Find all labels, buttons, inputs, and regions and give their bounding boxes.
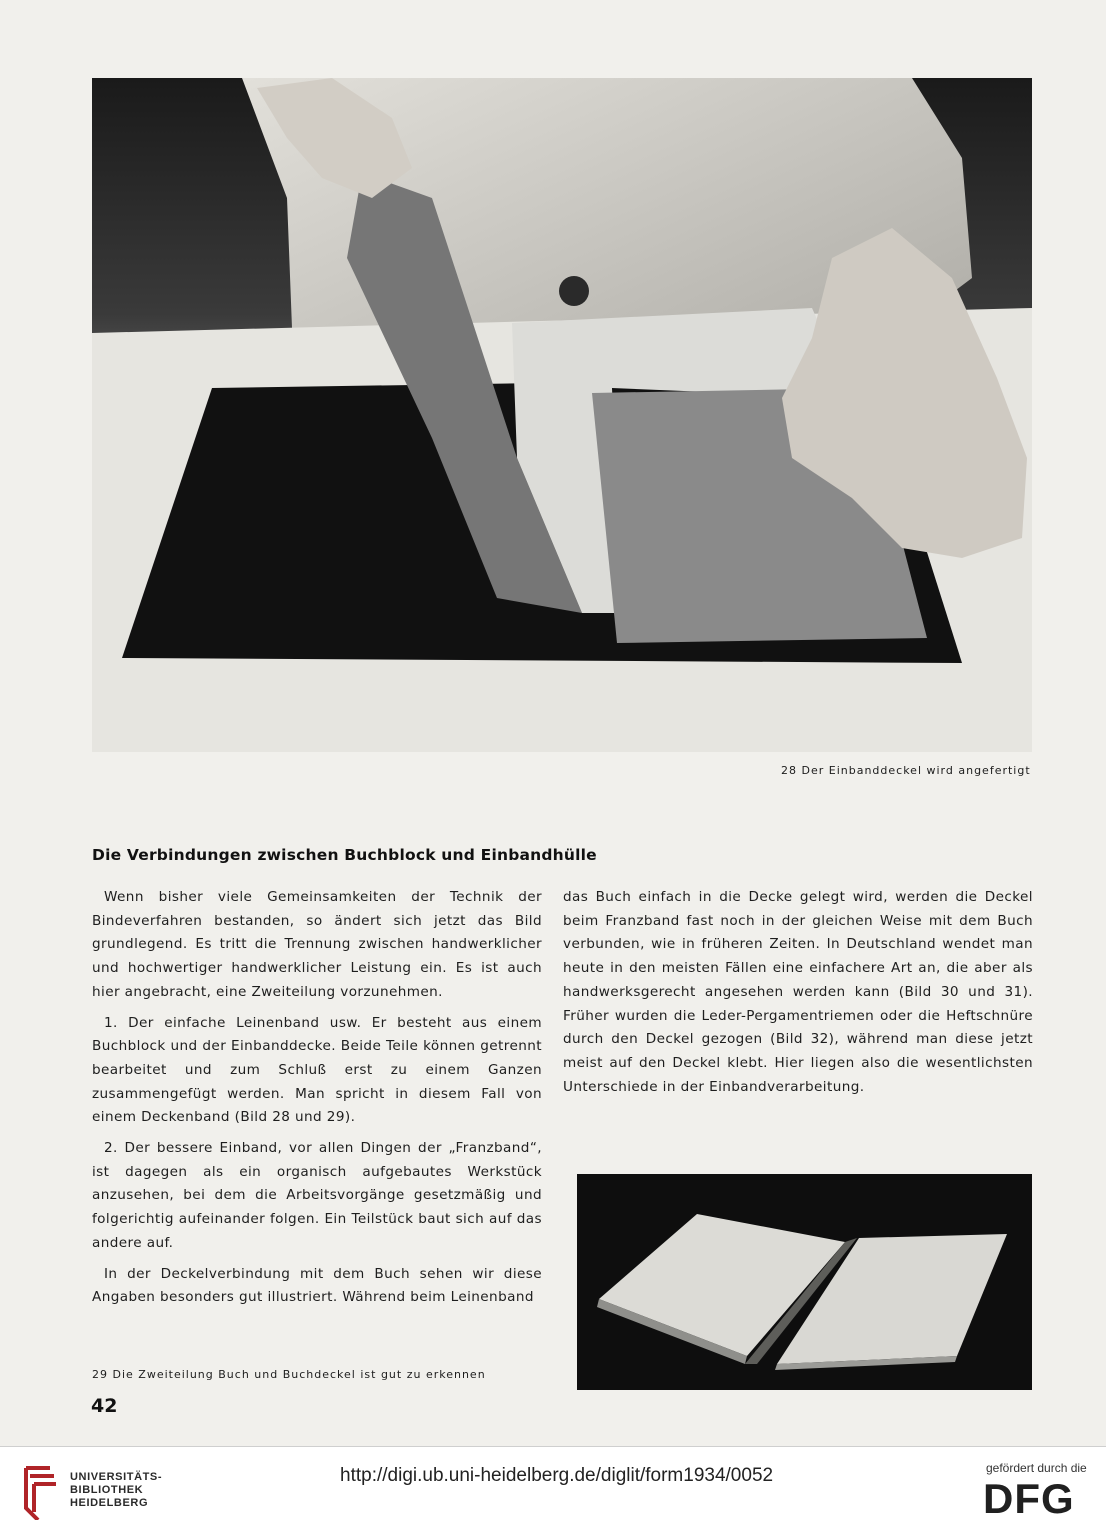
photo-buch-und-buchdeckel [577, 1174, 1032, 1390]
photo-buch-und-buchdeckel-drawing [577, 1174, 1032, 1390]
dfg-logo: DFG [983, 1475, 1075, 1522]
library-logo-icon [20, 1464, 60, 1520]
paragraph: 1. Der einfache Leinenband usw. Er besteht aus einem Buchblock und der Einbanddecke. Beide Teile können getrennt bearbeitet und zum Schluß erst zu einem Ganzen zusammengefügt werden. Man spricht in diesem Fall von einem Deckenband (Bild 28 und 29). [92, 1014, 542, 1126]
permalink-url[interactable]: http://digi.ub.uni-heidelberg.de/diglit/form1934/0052 [340, 1465, 774, 1486]
section-heading: Die Verbindungen zwischen Buchblock und Einbandhülle [92, 846, 597, 864]
funded-by-label: gefördert durch die [986, 1461, 1087, 1475]
paragraph: 2. Der bessere Einband, vor allen Dingen der „Franzband“, ist dagegen als ein organisch aufgebautes Werkstück anzusehen, bei dem die Arbeitsvorgänge gesetzmäßig und folgerichtig aufeinander folgen. Ein Teilstück baut sich auf das andere auf. [92, 1140, 542, 1251]
library-name [70, 1471, 162, 1510]
photo-einbanddeckel-drawing [92, 78, 1032, 752]
paragraph: Wenn bisher viele Gemeinsamkeiten der Technik der Bindeverfahren bestanden, so ändert sich jetzt das Bild grundlegend. Es tritt die Trennung zwischen handwerklicher und hochwertiger handwerklicher Leistung ein. Es ist auch hier angebracht, eine Zweiteilung vorzunehmen. [92, 889, 542, 1000]
paragraph: In der Deckelverbindung mit dem Buch sehen wir diese Angaben besonders gut illustriert. Während beim Leinenband [92, 1265, 542, 1306]
figure-29-caption: 29 Die Zweiteilung Buch und Buchdeckel ist gut zu erkennen [92, 1368, 486, 1381]
figure-28-caption: 28 Der Einbanddeckel wird angefertigt [781, 764, 1031, 777]
page-number: 42 [91, 1395, 118, 1417]
paragraph: das Buch einfach in die Decke gelegt wird, werden die Deckel beim Franzband fast noch in der gleichen Weise mit dem Buch verbunden, wie in früheren Zeiten. In Deutschland wendet man heute in den meisten Fällen eine einfachere Art an, die aber als handwerksgerecht angesehen werden kann (Bild 30 und 31). Früher wurden die Leder-Pergamentriemen oder die Heftschnüre durch den Deckel gezogen (Bild 32), während man diese jetzt meist auf den Deckel klebt. Hier liegen also die wesentlichsten Unterschiede in der Einbandverarbeitung. [563, 889, 1033, 1095]
digitization-footer [0, 1446, 1106, 1535]
left-text-column [92, 886, 542, 1310]
library-name-line: BIBLIOTHEK [70, 1484, 144, 1496]
library-name-line: UNIVERSITÄTS- [70, 1471, 163, 1483]
library-name-line: HEIDELBERG [70, 1497, 149, 1509]
right-text-column [563, 886, 1033, 1099]
photo-einbanddeckel [92, 78, 1032, 752]
